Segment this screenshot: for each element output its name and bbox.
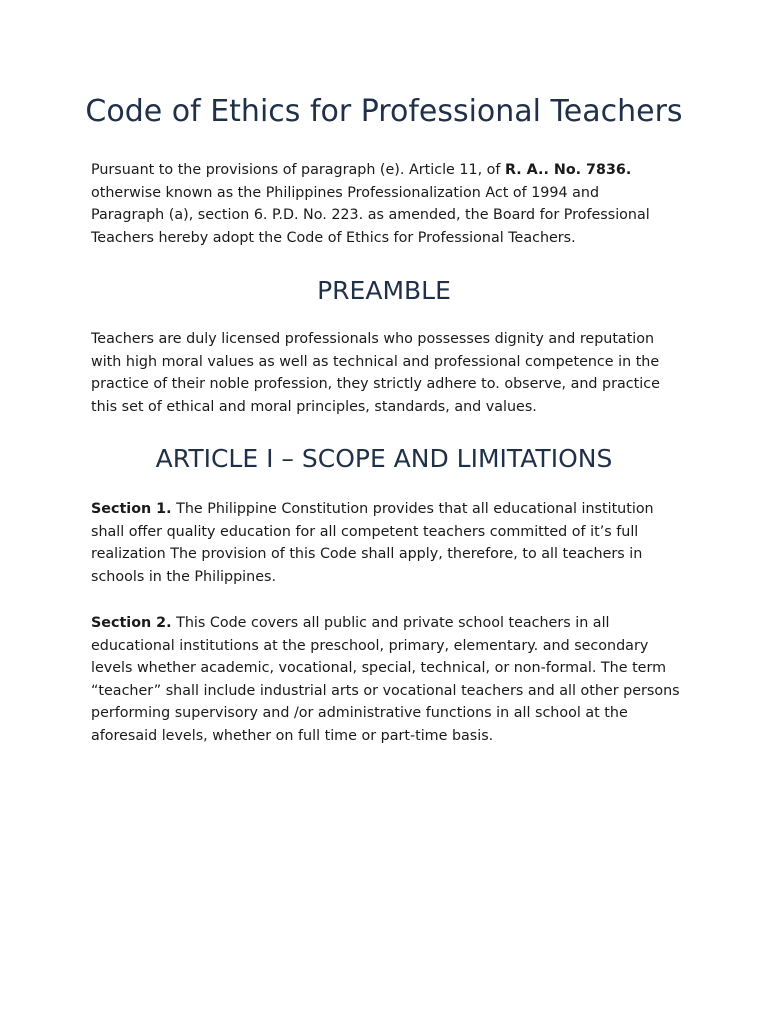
preamble-paragraph [91, 328, 681, 418]
document-title: Code of Ethics for Professional Teachers [85, 94, 683, 129]
section-2-line: performing supervisory and /or administrative functions in all school at the [91, 705, 628, 722]
section-2-line: educational institutions at the preschool, primary, elementary. and secondary [91, 637, 649, 654]
intro-line-2: otherwise known as the Philippines Professionalization Act of 1994 and [91, 184, 600, 201]
intro-line-3: Paragraph (a), section 6. P.D. No. 223. as amended, the Board for Professional [91, 207, 650, 224]
preamble-heading: PREAMBLE [317, 276, 451, 305]
section-2-paragraph [91, 612, 681, 748]
section-1-line: realization The provision of this Code shall apply, therefore, to all teachers in [91, 546, 643, 563]
intro-line-4: Teachers hereby adopt the Code of Ethics for Professional Teachers. [91, 229, 576, 246]
intro-line-1-text: Pursuant to the provisions of paragraph (e). Article 11, of [91, 162, 505, 178]
preamble-line: practice of their noble profession, they strictly adhere to. observe, and practice [91, 376, 660, 393]
section-1-line: shall offer quality education for all competent teachers committed of it’s full [91, 523, 639, 540]
intro-line-1 [91, 159, 681, 182]
section-2-label: Section 2. [91, 615, 172, 631]
section-2-line: “teacher” shall include industrial arts or vocational teachers and all other persons [91, 682, 680, 699]
preamble-line: Teachers are duly licensed professionals who possesses dignity and reputation [91, 331, 655, 347]
section-1-line [91, 498, 681, 521]
section-2-line: levels whether academic, vocational, special, technical, or non-formal. The term [91, 660, 667, 677]
republic-act-number: R. A.. No. 7836. [505, 162, 632, 178]
section-2-first-line-text: This Code covers all public and private school teachers in all [171, 615, 610, 631]
section-2-line [91, 612, 681, 635]
section-1-label: Section 1. [91, 501, 172, 517]
section-1-first-line-text: The Philippine Constitution provides that all educational institution [171, 501, 654, 517]
section-1-paragraph [91, 498, 681, 588]
preamble-line: with high moral values as well as technical and professional competence in the [91, 353, 660, 370]
article-1-heading: ARTICLE I – SCOPE AND LIMITATIONS [155, 444, 613, 473]
section-2-line: aforesaid levels, whether on full time or part-time basis. [91, 727, 494, 744]
intro-paragraph [91, 159, 681, 249]
preamble-line: this set of ethical and moral principles, standards, and values. [91, 398, 537, 415]
section-1-line: schools in the Philippines. [91, 568, 276, 585]
